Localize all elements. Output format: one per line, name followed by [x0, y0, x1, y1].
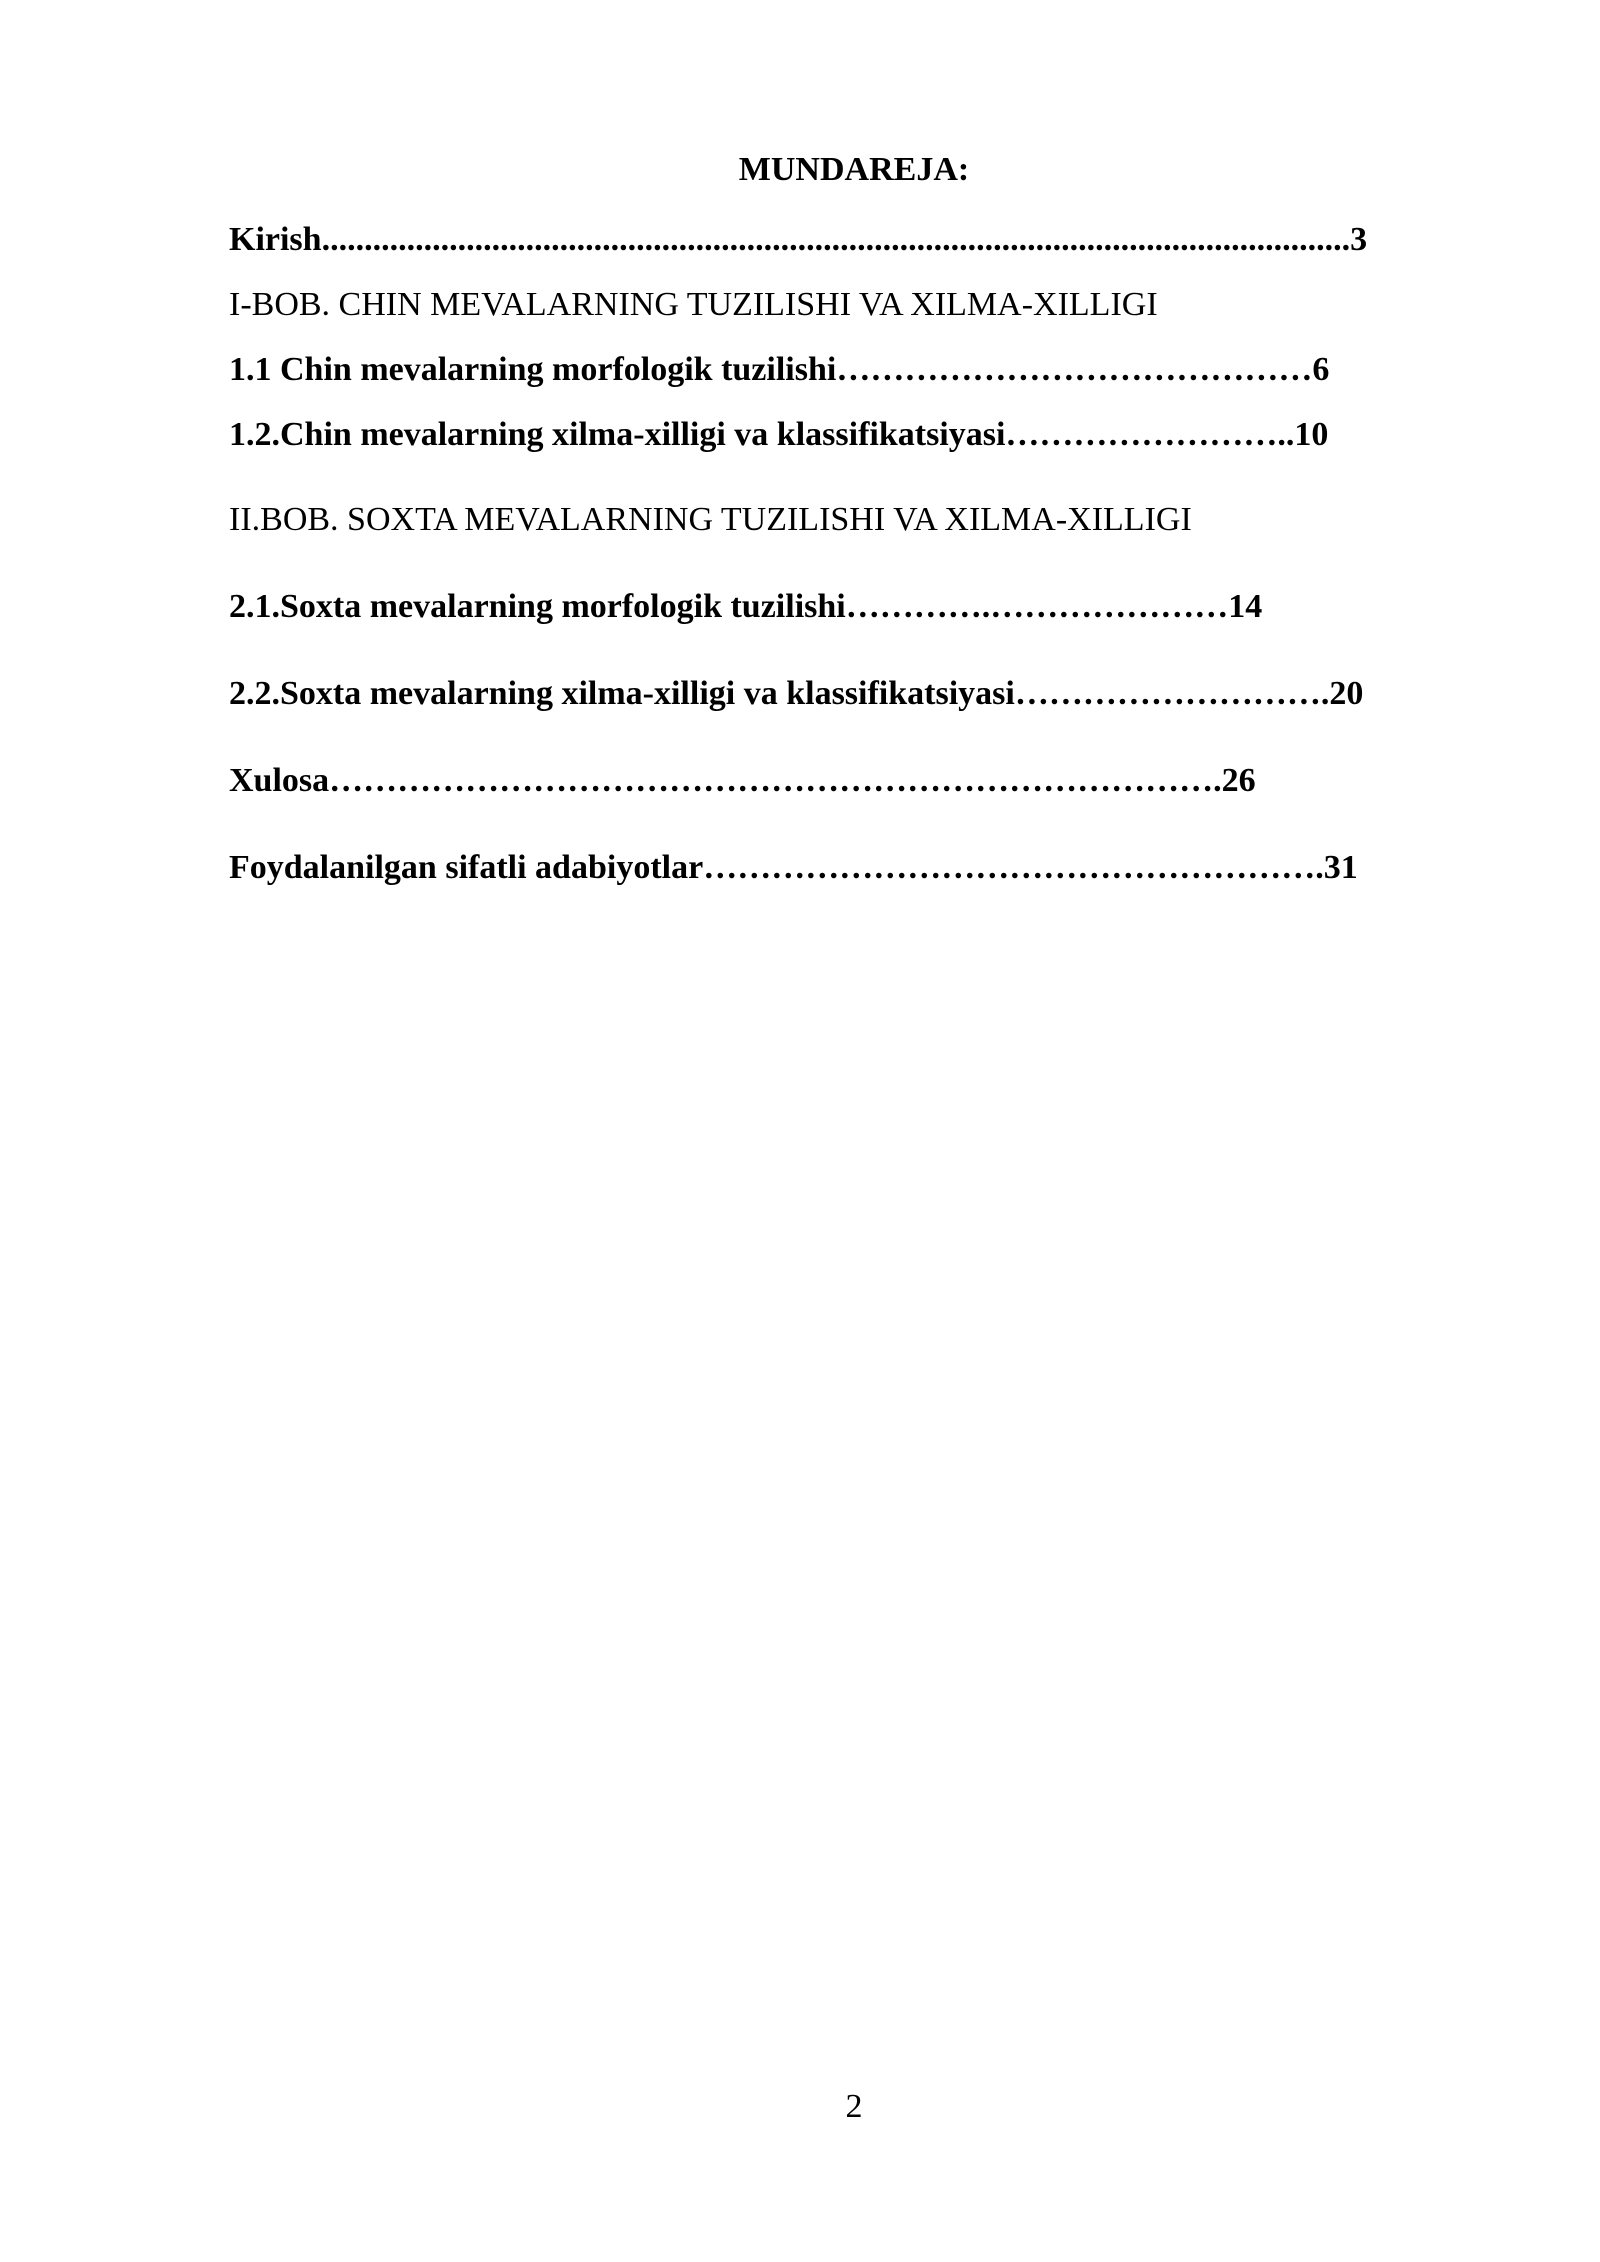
toc-chapter-2: [229, 500, 1192, 540]
toc-entry-label: Kirish: [229, 221, 322, 258]
toc-entry-page: 20: [1329, 675, 1364, 712]
toc-title: MUNDAREJA:: [738, 151, 970, 188]
page-number: 2: [845, 2088, 863, 2125]
toc-entry-label: 1.2.Chin mevalarning xilma-xilligi va klassifikatsiyasi: [229, 416, 1006, 453]
toc-entry-1-1: [229, 350, 1329, 390]
toc-entry-page: 10: [1294, 416, 1329, 453]
toc-entry-leader: ……………………………………: [836, 351, 1313, 388]
toc-entry-label: 2.1.Soxta mevalarning morfologik tuzilishi: [229, 588, 846, 625]
toc-entry-leader: ……………………..: [1005, 416, 1295, 453]
toc-entry-kirish: [229, 220, 1367, 260]
toc-entry-2-2: [229, 674, 1363, 714]
toc-entry-leader: ……………………………………………….: [703, 849, 1324, 886]
toc-entry-leader: …………………………………………………………………….: [329, 762, 1222, 799]
toc-entry-leader: ……………………….: [1014, 675, 1330, 712]
toc-entry-page: 3: [1350, 221, 1368, 258]
toc-entry-label: 1.1 Chin mevalarning morfologik tuzilishi: [229, 351, 837, 388]
toc-entry-page: 26: [1221, 762, 1256, 799]
toc-entry-label: 2.2.Soxta mevalarning xilma-xilligi va klassifikatsiyasi: [229, 675, 1015, 712]
toc-entry-label: Xulosa: [229, 762, 330, 799]
toc-chapter-label: I-BOB. CHIN MEVALARNING TUZILISHI VA XILMA-XILLIGI: [229, 286, 1158, 323]
toc-chapter-1: [229, 285, 1158, 325]
toc-entry-page: 6: [1312, 351, 1330, 388]
toc-entry-page: 31: [1323, 849, 1358, 886]
toc-entry-page: 14: [1228, 588, 1263, 625]
toc-entry-leader: .........................................................................................................................: [321, 221, 1351, 258]
toc-entry-label: Foydalanilgan sifatli adabiyotlar: [229, 849, 704, 886]
toc-entry-adabiyotlar: [229, 848, 1358, 888]
toc-entry-1-2: [229, 415, 1328, 455]
toc-entry-2-1: [229, 587, 1262, 627]
toc-entry-xulosa: [229, 761, 1256, 801]
toc-chapter-label: II.BOB. SOXTA MEVALARNING TUZILISHI VA XILMA-XILLIGI: [229, 501, 1192, 538]
toc-entry-leader: ………….…………………: [845, 588, 1229, 625]
